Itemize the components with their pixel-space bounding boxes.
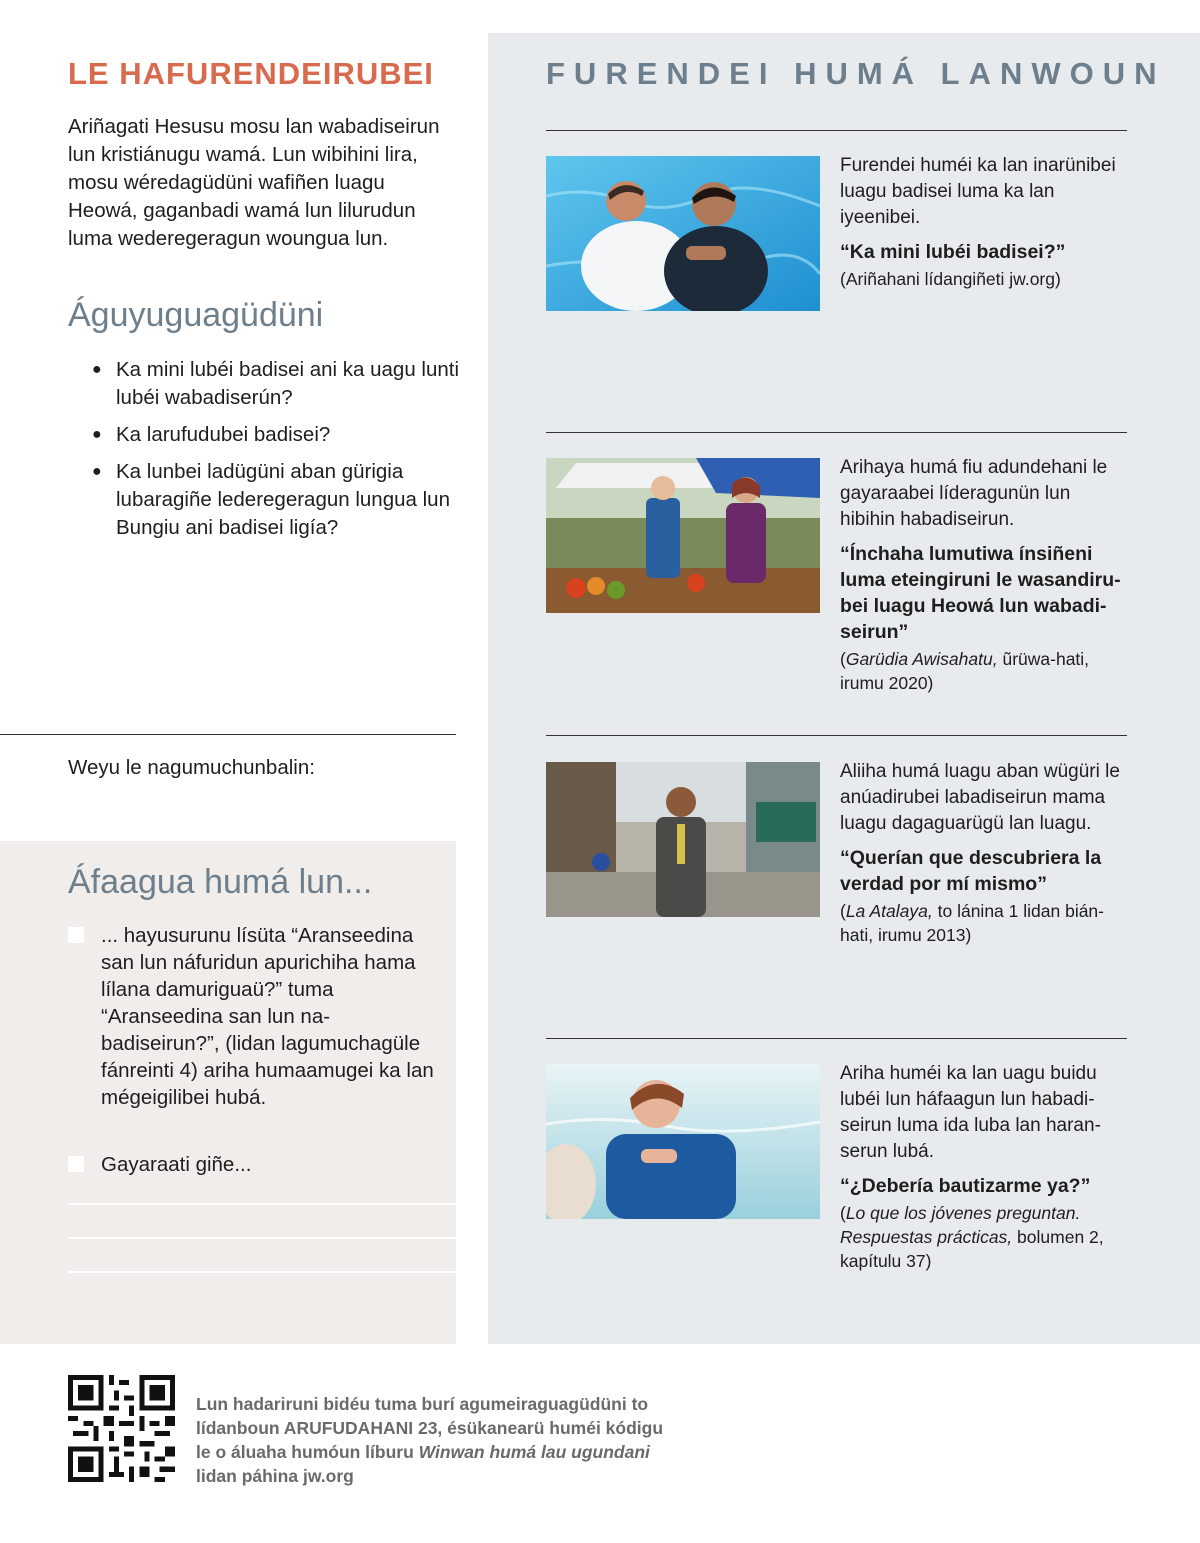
reference-description: Ariha huméi ka lan uagu buidu lubéi lun háfaagun lun habadiseirun luma ida luba lan haranserun lubá. [840,1063,1101,1162]
try-heading: Áfaagua humá lun... [68,863,373,901]
writing-line[interactable] [68,1203,456,1205]
reference-description: Arihaya humá fiu adundehani le gayaraabei líderagunün lun hibihin habadiseirun. [840,457,1108,530]
writing-line[interactable] [68,1271,456,1273]
questions-heading: Águyuguagüdüni [68,296,324,334]
reference-title-link[interactable]: “¿Debería bautizarme ya?” [840,1175,1091,1197]
try-item-2[interactable] [68,1151,438,1178]
notes-label: Weyu le nagumuchunbalin: [68,756,315,779]
reference-3 [840,759,1130,947]
reference-description: Furendei huméi ka lan inarünibei luagu badisei luma ka lan iyeenibei. [840,155,1116,228]
question-item: ● Ka mini lubéi badisei ani ka uagu lunti lubéi wabadiserún? [92,358,460,409]
divider [546,130,1127,131]
question-item: ● Ka lunbei ladügüni aban gürigia lubaragiñe lederegeragun lungua lun Bungiu ani badisei ligía? [92,460,450,539]
intro-paragraph: Ariñagati Hesusu mosu lan wabadiseirun lun kristiánugu wamá. Lun wibihini lira, mosu wéredagüdüni wafiñen luagu Heowá, gaganbadi wamá lun lilurudun luma wederegeragun woungua lun. [68,115,440,250]
question-item: ● Ka larufudubei badisei? [92,421,462,449]
city-street-photo [546,762,820,917]
bullet-icon: ● [92,463,102,480]
reference-title-link[interactable]: “Ínchaha lumutiwa ínsiñeni luma eteingiruni le wasandirubei luagu Heowá lun wabadiseirun” [840,543,1121,643]
market-ministry-photo [546,458,820,613]
checkbox-icon[interactable] [68,1156,84,1172]
reference-2 [840,455,1130,695]
reference-title-link[interactable]: “Ka mini lubéi badisei?” [840,241,1066,263]
divider [546,432,1127,433]
bullet-icon: ● [92,361,102,378]
writing-line[interactable] [68,1237,456,1239]
reference-source: (Garüdia Awisahatu, ũrüwa-hati, irumu 2020) [840,649,1090,693]
reference-title-link[interactable]: “Querían que descubriera la verdad por mí mismo” [840,847,1102,895]
try-item-1[interactable] [68,922,438,1111]
checkbox-icon[interactable] [68,927,84,943]
section-title: LE HAFURENDEIRUBEI [68,56,434,91]
divider [546,735,1127,736]
footer-note: Lun hadariruni bidéu tuma burí agumeiraguagüdüni to lídanboun ARUFUDAHANI 23, ésükanearü huméi kódigu le o áluaha humóun líburu Winwan humá lau ugundani lidan páhina jw.org [196,1394,664,1486]
divider [0,734,456,735]
reference-4 [840,1061,1130,1273]
divider [546,1038,1127,1039]
reference-description: Aliiha humá luagu aban wügüri le anúadirubei labadiseirun mama luagu dagaguarügü lan luagu. [840,761,1120,834]
reference-source: (Ariñahani lídangiñeti jw.org) [840,269,1061,289]
reference-source: (Lo que los jóvenes preguntan. Respuestas prácticas, bolumen 2, kapítulu 37) [840,1203,1104,1271]
try-item-text: Gayaraati giñe... [101,1153,252,1176]
reference-1 [840,153,1130,291]
qr-code-icon[interactable] [68,1375,175,1482]
bullet-icon: ● [92,426,102,443]
young-baptism-photo [546,1064,820,1219]
questions-list [92,356,462,551]
baptism-pool-photo [546,156,820,311]
try-item-text: ... hayusurunu lísüta “Aranseedina san lun náfuridun apurichiha hama lílana damuriguaü?” tuma “Aranseedina san lun nabadiseirun?”, (lidan lagumuchagüle fánreinti 4) ariha humaamugei ka lan mégeigilibei hubá. [101,924,434,1109]
reference-source: (La Atalaya, to lánina 1 lidan bián-hati, irumu 2013) [840,901,1104,945]
resources-title: FURENDEI HUMÁ LANWOUN [546,56,1166,91]
